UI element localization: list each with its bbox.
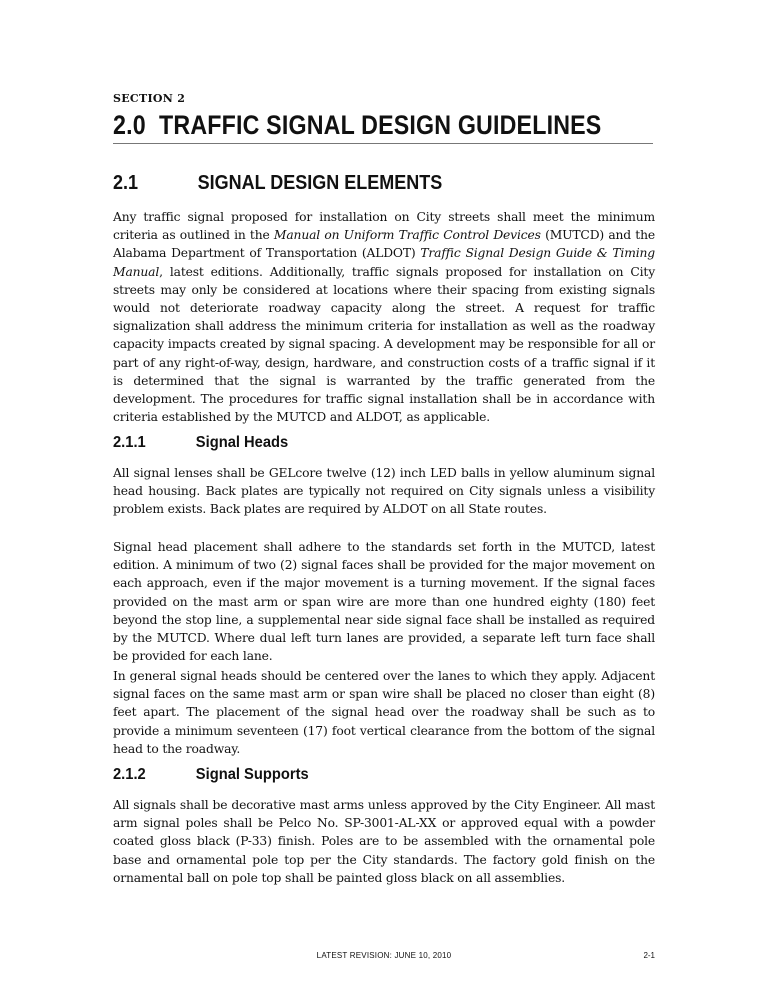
subsection-heading-signal-heads [113,434,288,452]
signal-supports-paragraph: All signals shall be decorative mast arms unless approved by the City Engineer. All mast arm signal poles shall be Pelco No. SP-3001-AL-XX or approved equal with a powder coated gloss black (P-33) finish. Poles are to be assembled with the ornamental pole base and ornamental pole top per the City standards. The factory gold finish on the ornamental ball on pole top shall be painted gloss black on all assemblies. [113,798,655,885]
section-number: 2.1 [113,172,139,194]
subsection-number: 2.1.1 [113,434,146,451]
footer-revision: LATEST REVISION: JUNE 10, 2010 [316,951,452,960]
intro-paragraph [113,208,655,426]
subsection-title: Signal Supports [195,766,309,783]
intro-text-2: (MUTCD) and the Alabama Department of Transportation (ALDOT) [113,228,655,261]
section-heading [113,172,442,195]
signal-heads-paragraph-1: All signal lenses shall be GELcore twelve (12) inch LED balls in yellow aluminum signal head housing. Back plates are typically not required on City signals unless a visibility problem exists. Back plates are required by ALDOT on all State routes. [113,466,655,517]
chapter-heading [113,110,602,141]
section-title: SIGNAL DESIGN ELEMENTS [197,172,443,194]
heading-rule [113,143,653,144]
aldot-manual-title: Traffic Signal Design Guide & Timing Manual [113,246,655,279]
intro-text-3: , latest editions. Additionally, traffic signals proposed for installation on City streets may only be considered at locations where their spacing from existing signals would not deteriorate roadway capacity along the street. A request for traffic signalization shall address the minimum criteria for installation as well as the roadway capacity impacts created by signal spacing. A development may be responsible for all or part of any right-of-way, design, hardware, and construction costs of a traffic signal if it is determined that the signal is warranted by the traffic generated from the development. The procedures for traffic signal installation shall be in accordance with criteria established by the MUTCD and ALDOT, as applicable. [113,264,655,425]
signal-heads-paragraph-2: Signal head placement shall adhere to the standards set forth in the MUTCD, latest edition. A minimum of two (2) signal faces shall be provided for the major movement on each approach, even if the major movement is a turning movement. If the signal faces provided on the mast arm or span wire are more than one hundred eighty (180) feet beyond the stop line, a supplemental near side signal face shall be installed as required by the MUTCD. Where dual left turn lanes are provided, a separate left turn face shall be provided for each lane. [113,540,655,664]
subsection-title: Signal Heads [195,434,289,451]
page-number: 2-1 [643,951,655,960]
subsection-heading-signal-supports [113,766,309,784]
chapter-number: 2.0 [113,110,146,140]
section-label: SECTION 2 [113,92,186,105]
mutcd-title: Manual on Uniform Traffic Control Devices [273,228,541,243]
signal-heads-paragraph-3: In general signal heads should be centered over the lanes to which they apply. Adjacent signal faces on the same mast arm or span wire shall be placed no closer than eight (8) feet apart. The placement of the signal head over the roadway shall be such as to provide a minimum seventeen (17) foot vertical clearance from the bottom of the signal head to the roadway. [113,669,655,756]
subsection-number: 2.1.2 [113,766,146,783]
intro-text-1: Any traffic signal proposed for installation on City streets shall meet the minimum criteria as outlined in the [113,210,655,243]
chapter-title: TRAFFIC SIGNAL DESIGN GUIDELINES [159,110,602,140]
